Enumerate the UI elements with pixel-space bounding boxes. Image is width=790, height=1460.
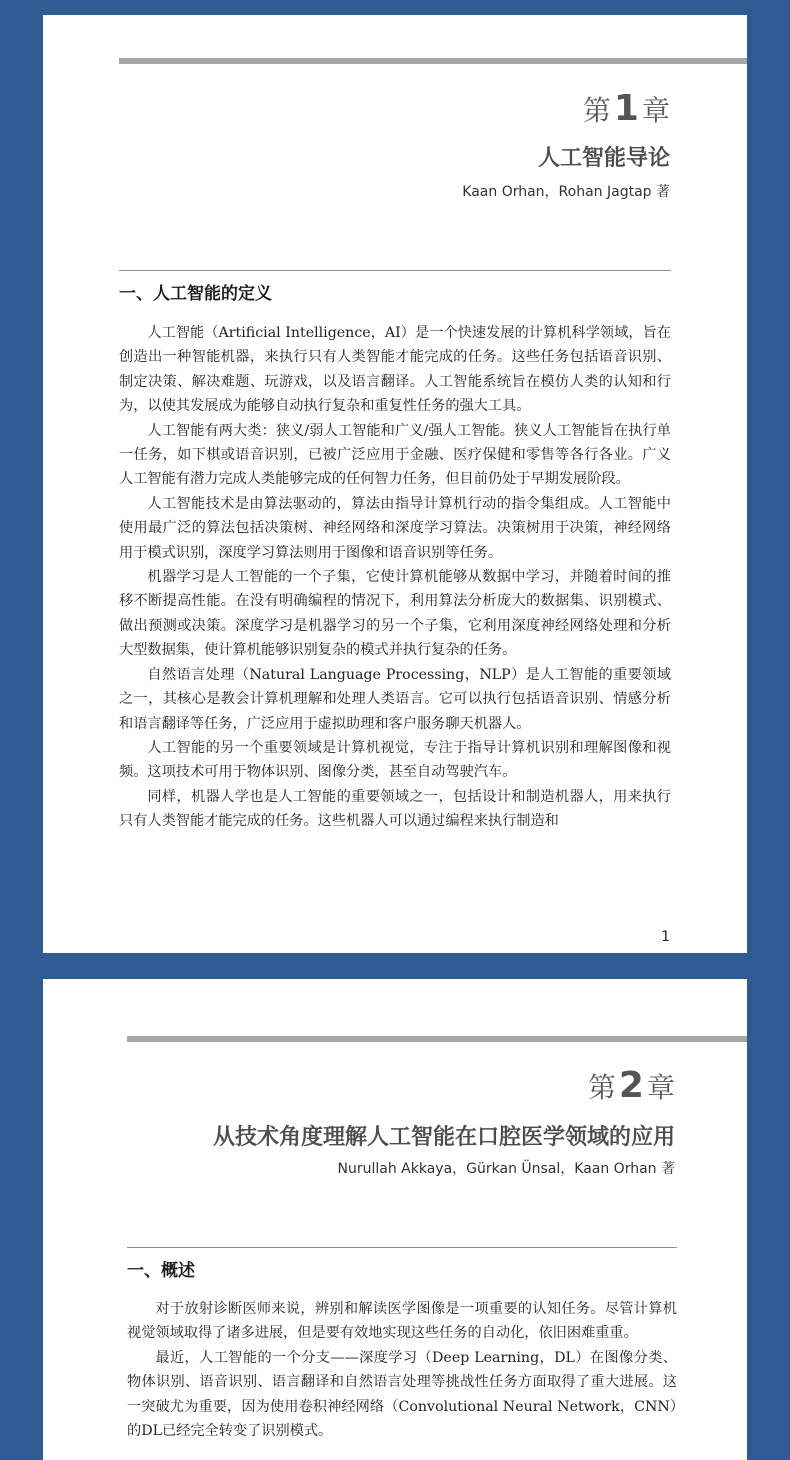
- chapter-number-heading: [587, 1065, 675, 1106]
- section-title: 一、人工智能的定义: [119, 284, 272, 304]
- chapter-number: 2: [618, 1065, 644, 1106]
- body-text: [127, 1297, 677, 1443]
- paragraph: 自然语言处理（Natural Language Processing，NLP）是人工智能的重要领域之一，其核心是教会计算机理解和处理人类语言。它可以执行包括语音识别、情感分析和语言翻译等任务，广泛应用于虚拟助理和客户服务聊天机器人。: [119, 666, 671, 732]
- paragraph: 人工智能技术是由算法驱动的，算法由指导计算机行动的指令集组成。人工智能中使用最广泛的算法包括决策树、神经网络和深度学习算法。决策树用于决策，神经网络用于模式识别，深度学习算法则用于图像和语音识别等任务。: [119, 495, 671, 561]
- chapter-prefix: 第: [587, 1071, 616, 1104]
- chapter-number: 1: [613, 88, 639, 129]
- chapter-suffix: 章: [646, 1071, 675, 1104]
- paragraph: 人工智能（Artificial Intelligence，AI）是一个快速发展的计算机科学领域，旨在创造出一种智能机器，来执行只有人类智能才能完成的任务。这些任务包括语音识别、制定决策、解决难题、玩游戏，以及语言翻译。人工智能系统旨在模仿人类的认知和行为，以使其发展成为能够自动执行复杂和重复性任务的强大工具。: [119, 325, 671, 415]
- section-rule: [127, 1247, 677, 1248]
- paragraph: 人工智能的另一个重要领域是计算机视觉，专注于指导计算机识别和理解图像和视频。这项技术可用于物体识别、图像分类，甚至自动驾驶汽车。: [119, 739, 671, 781]
- book-page-2: [43, 979, 747, 1460]
- chapter-top-rule: [127, 1036, 747, 1042]
- chapter-top-rule: [119, 58, 747, 64]
- chapter-prefix: 第: [582, 94, 611, 127]
- section-rule: [119, 270, 671, 271]
- paragraph: 对于放射诊断医师来说，辨别和解读医学图像是一项重要的认知任务。尽管计算机视觉领域取得了诸多进展，但是要有效地实现这些任务的自动化，依旧困难重重。: [127, 1301, 677, 1342]
- book-page-1: [43, 15, 747, 953]
- section-title: 一、概述: [127, 1261, 195, 1281]
- paragraph: 最近，人工智能的一个分支——深度学习（Deep Learning，DL）在图像分类、物体识别、语音识别、语言翻译和自然语言处理等挑战性任务方面取得了重大进展。这一突破尤为重要，因为使用卷积神经网络（Convolutional Neural Network，CNN）的DL已经完全转变了识别模式。: [127, 1349, 677, 1440]
- paragraph: 人工智能有两大类：狭义/弱人工智能和广义/强人工智能。狭义人工智能旨在执行单一任务，如下棋或语音识别，已被广泛应用于金融、医疗保健和零售等各行各业。广义人工智能有潜力完成人类能够完成的任何智力任务，但目前仍处于早期发展阶段。: [119, 422, 671, 488]
- chapter-authors: Nurullah Akkaya，Gürkan Ünsal，Kaan Orhan 著: [337, 1161, 675, 1177]
- chapter-authors: Kaan Orhan，Rohan Jagtap 著: [462, 184, 670, 200]
- chapter-number-heading: [582, 88, 670, 129]
- paragraph: 机器学习是人工智能的一个子集，它使计算机能够从数据中学习，并随着时间的推移不断提高性能。在没有明确编程的情况下，利用算法分析庞大的数据集、识别模式、做出预测或决策。深度学习是机器学习的另一个子集，它利用深度神经网络处理和分析大型数据集，使计算机能够识别复杂的模式并执行复杂的任务。: [119, 569, 671, 659]
- chapter-title: 人工智能导论: [537, 146, 670, 171]
- paragraph: 同样，机器人学也是人工智能的重要领域之一，包括设计和制造机器人，用来执行只有人类智能才能完成的任务。这些机器人可以通过编程来执行制造和: [119, 788, 671, 830]
- page-number: 1: [661, 929, 670, 945]
- chapter-title: 从技术角度理解人工智能在口腔医学领域的应用: [212, 1125, 675, 1150]
- chapter-suffix: 章: [641, 94, 670, 127]
- body-text: [119, 321, 671, 834]
